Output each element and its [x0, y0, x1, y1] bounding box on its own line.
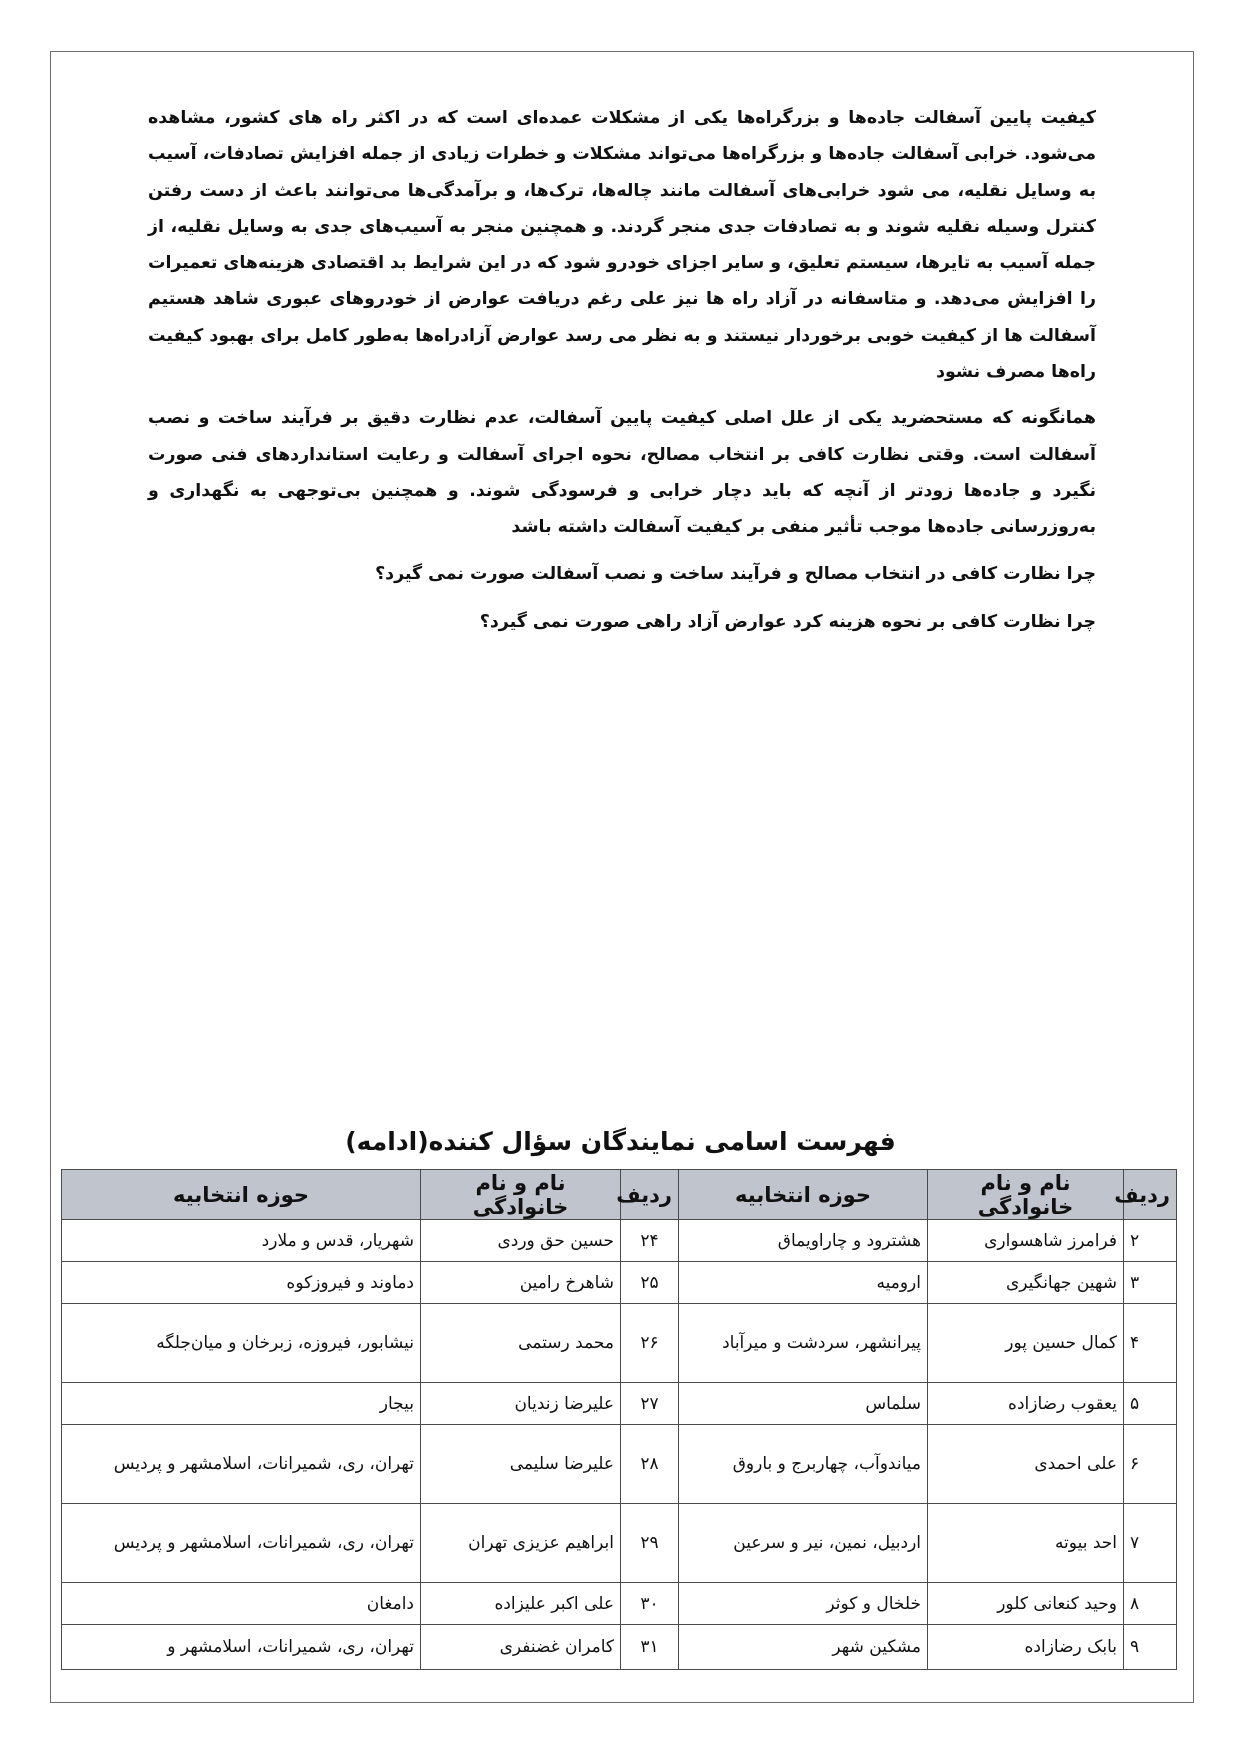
header-full-name: نام و نام خانوادگی	[421, 1170, 621, 1220]
representative-name: علی اکبر علیزاده	[421, 1583, 621, 1625]
constituency: تهران، ری، شمیرانات، اسلامشهر و پردیس	[62, 1504, 421, 1583]
representative-name: وحید کنعانی کلور	[928, 1583, 1124, 1625]
row-number: ۵	[1124, 1383, 1177, 1425]
constituency: سلماس	[679, 1383, 928, 1425]
constituency: تهران، ری، شمیرانات، اسلامشهر و پردیس	[62, 1425, 421, 1504]
constituency: پیرانشهر، سردشت و میرآباد	[679, 1304, 928, 1383]
representative-name: علی احمدی	[928, 1425, 1124, 1504]
header-row-number: ردیف	[1124, 1170, 1177, 1220]
row-number: ۷	[1124, 1504, 1177, 1583]
table-row	[62, 1583, 1177, 1625]
row-number: ۲۵	[621, 1262, 679, 1304]
representative-name: فرامرز شاهسواری	[928, 1220, 1124, 1262]
representative-name: کامران غضنفری	[421, 1625, 621, 1670]
row-number: ۴	[1124, 1304, 1177, 1383]
representative-name: شهین جهانگیری	[928, 1262, 1124, 1304]
row-number: ۲	[1124, 1220, 1177, 1262]
representative-name: کمال حسین پور	[928, 1304, 1124, 1383]
row-number: ۹	[1124, 1625, 1177, 1670]
table-row	[62, 1304, 1177, 1383]
table-row	[62, 1262, 1177, 1304]
representative-name: علیرضا زندیان	[421, 1383, 621, 1425]
row-number: ۸	[1124, 1583, 1177, 1625]
question-material-supervision: چرا نظارت کافی در انتخاب مصالح و فرآیند ساخت و نصب آسفالت صورت نمی گیرد؟	[375, 563, 1096, 584]
row-number: ۶	[1124, 1425, 1177, 1504]
constituency: دماوند و فیروزکوه	[62, 1262, 421, 1304]
row-number: ۲۷	[621, 1383, 679, 1425]
row-number: ۳۱	[621, 1625, 679, 1670]
header-row-number: ردیف	[621, 1170, 679, 1220]
paragraph-supervision: همانگونه که مستحضرید یکی از علل اصلی کیفیت پایین آسفالت، عدم نظارت دقیق بر فرآیند ساخت و نصب آسفالت است. وقتی نظارت کافی بر انتخاب مصالح، نحوه اجرای آسفالت و رعایت استانداردهای فنی صورت نگیرد و جاده‌ها زودتر از آنچه که باید دچار خرابی و فرسودگی شوند. و همچنین بی‌توجهی به نگهداری و به‌روزرسانی جاده‌ها موجب تأثیر منفی بر کیفیت آسفالت داشته باشد	[148, 408, 1096, 538]
header-constituency: حوزه انتخابیه	[62, 1170, 421, 1220]
constituency: هشترود و چاراویماق	[679, 1220, 928, 1262]
representative-name: علیرضا سلیمی	[421, 1425, 621, 1504]
constituency: خلخال و کوثر	[679, 1583, 928, 1625]
row-number: ۲۴	[621, 1220, 679, 1262]
representative-name: محمد رستمی	[421, 1304, 621, 1383]
constituency: مشکین شهر	[679, 1625, 928, 1670]
representative-name: ابراهیم عزیزی تهران	[421, 1504, 621, 1583]
representatives-table	[61, 1169, 1177, 1670]
row-number: ۲۶	[621, 1304, 679, 1383]
row-number: ۲۹	[621, 1504, 679, 1583]
constituency: شهریار، قدس و ملارد	[62, 1220, 421, 1262]
constituency: بیجار	[62, 1383, 421, 1425]
constituency: میاندوآب، چهاربرج و باروق	[679, 1425, 928, 1504]
representatives-table-title: فهرست اسامی نمایندگان سؤال کننده(ادامه)	[345, 1127, 896, 1156]
constituency: دامغان	[62, 1583, 421, 1625]
table-row	[62, 1625, 1177, 1670]
constituency: ارومیه	[679, 1262, 928, 1304]
representative-name: شاهرخ رامین	[421, 1262, 621, 1304]
constituency: اردبیل، نمین، نیر و سرعین	[679, 1504, 928, 1583]
row-number: ۳۰	[621, 1583, 679, 1625]
paragraph-road-quality: کیفیت پایین آسفالت جاده‌ها و بزرگراه‌ها یکی از مشکلات عمده‌ای است که در اکثر راه های کشور، مشاهده می‌شود. خرابی آسفالت جاده‌ها و بزرگراه‌ها می‌تواند مشکلات و خطرات زیادی از جمله افزایش تصادفات، آسیب به وسایل نقلیه، می شود خرابی‌های آسفالت مانند چاله‌ها، ترک‌ها، و برآمدگی‌ها می‌توانند باعث از دست رفتن کنترل وسیله نقلیه شوند و به تصادفات جدی منجر گردند. و همچنین منجر به آسیب‌های جدی به وسایل نقلیه، از جمله آسیب به تایرها، سیستم تعلیق، و سایر اجزای خودرو شود که در این شرایط بد اقتصادی هزینه‌های تعمیرات را افزایش می‌دهد. و متاسفانه در آزاد راه ها نیز علی رغم دریافت عوارض از خودروهای عبوری شاهد هستیم آسفالت ها از کیفیت خوبی برخوردار نیستند و به نظر می رسد عوارض آزادراه‌ها به‌طور کامل برای بهبود کیفیت راه‌ها مصرف نشود	[148, 108, 1096, 383]
representative-name: بابک رضازاده	[928, 1625, 1124, 1670]
constituency: نیشابور، فیروزه، زبرخان و میان‌جلگه	[62, 1304, 421, 1383]
letter-body	[148, 100, 1096, 652]
table-header-row	[62, 1170, 1177, 1220]
table-row	[62, 1383, 1177, 1425]
row-number: ۲۸	[621, 1425, 679, 1504]
header-full-name: نام و نام خانوادگی	[928, 1170, 1124, 1220]
constituency: تهران، ری، شمیرانات، اسلامشهر و	[62, 1625, 421, 1670]
representative-name: یعقوب رضازاده	[928, 1383, 1124, 1425]
question-toll-spending: چرا نظارت کافی بر نحوه هزینه کرد عوارض آزاد راهی صورت نمی گیرد؟	[479, 611, 1096, 632]
representative-name: احد بیوته	[928, 1504, 1124, 1583]
representative-name: حسین حق وردی	[421, 1220, 621, 1262]
table-row	[62, 1425, 1177, 1504]
row-number: ۳	[1124, 1262, 1177, 1304]
table-row	[62, 1504, 1177, 1583]
table-row	[62, 1220, 1177, 1262]
header-constituency: حوزه انتخابیه	[679, 1170, 928, 1220]
